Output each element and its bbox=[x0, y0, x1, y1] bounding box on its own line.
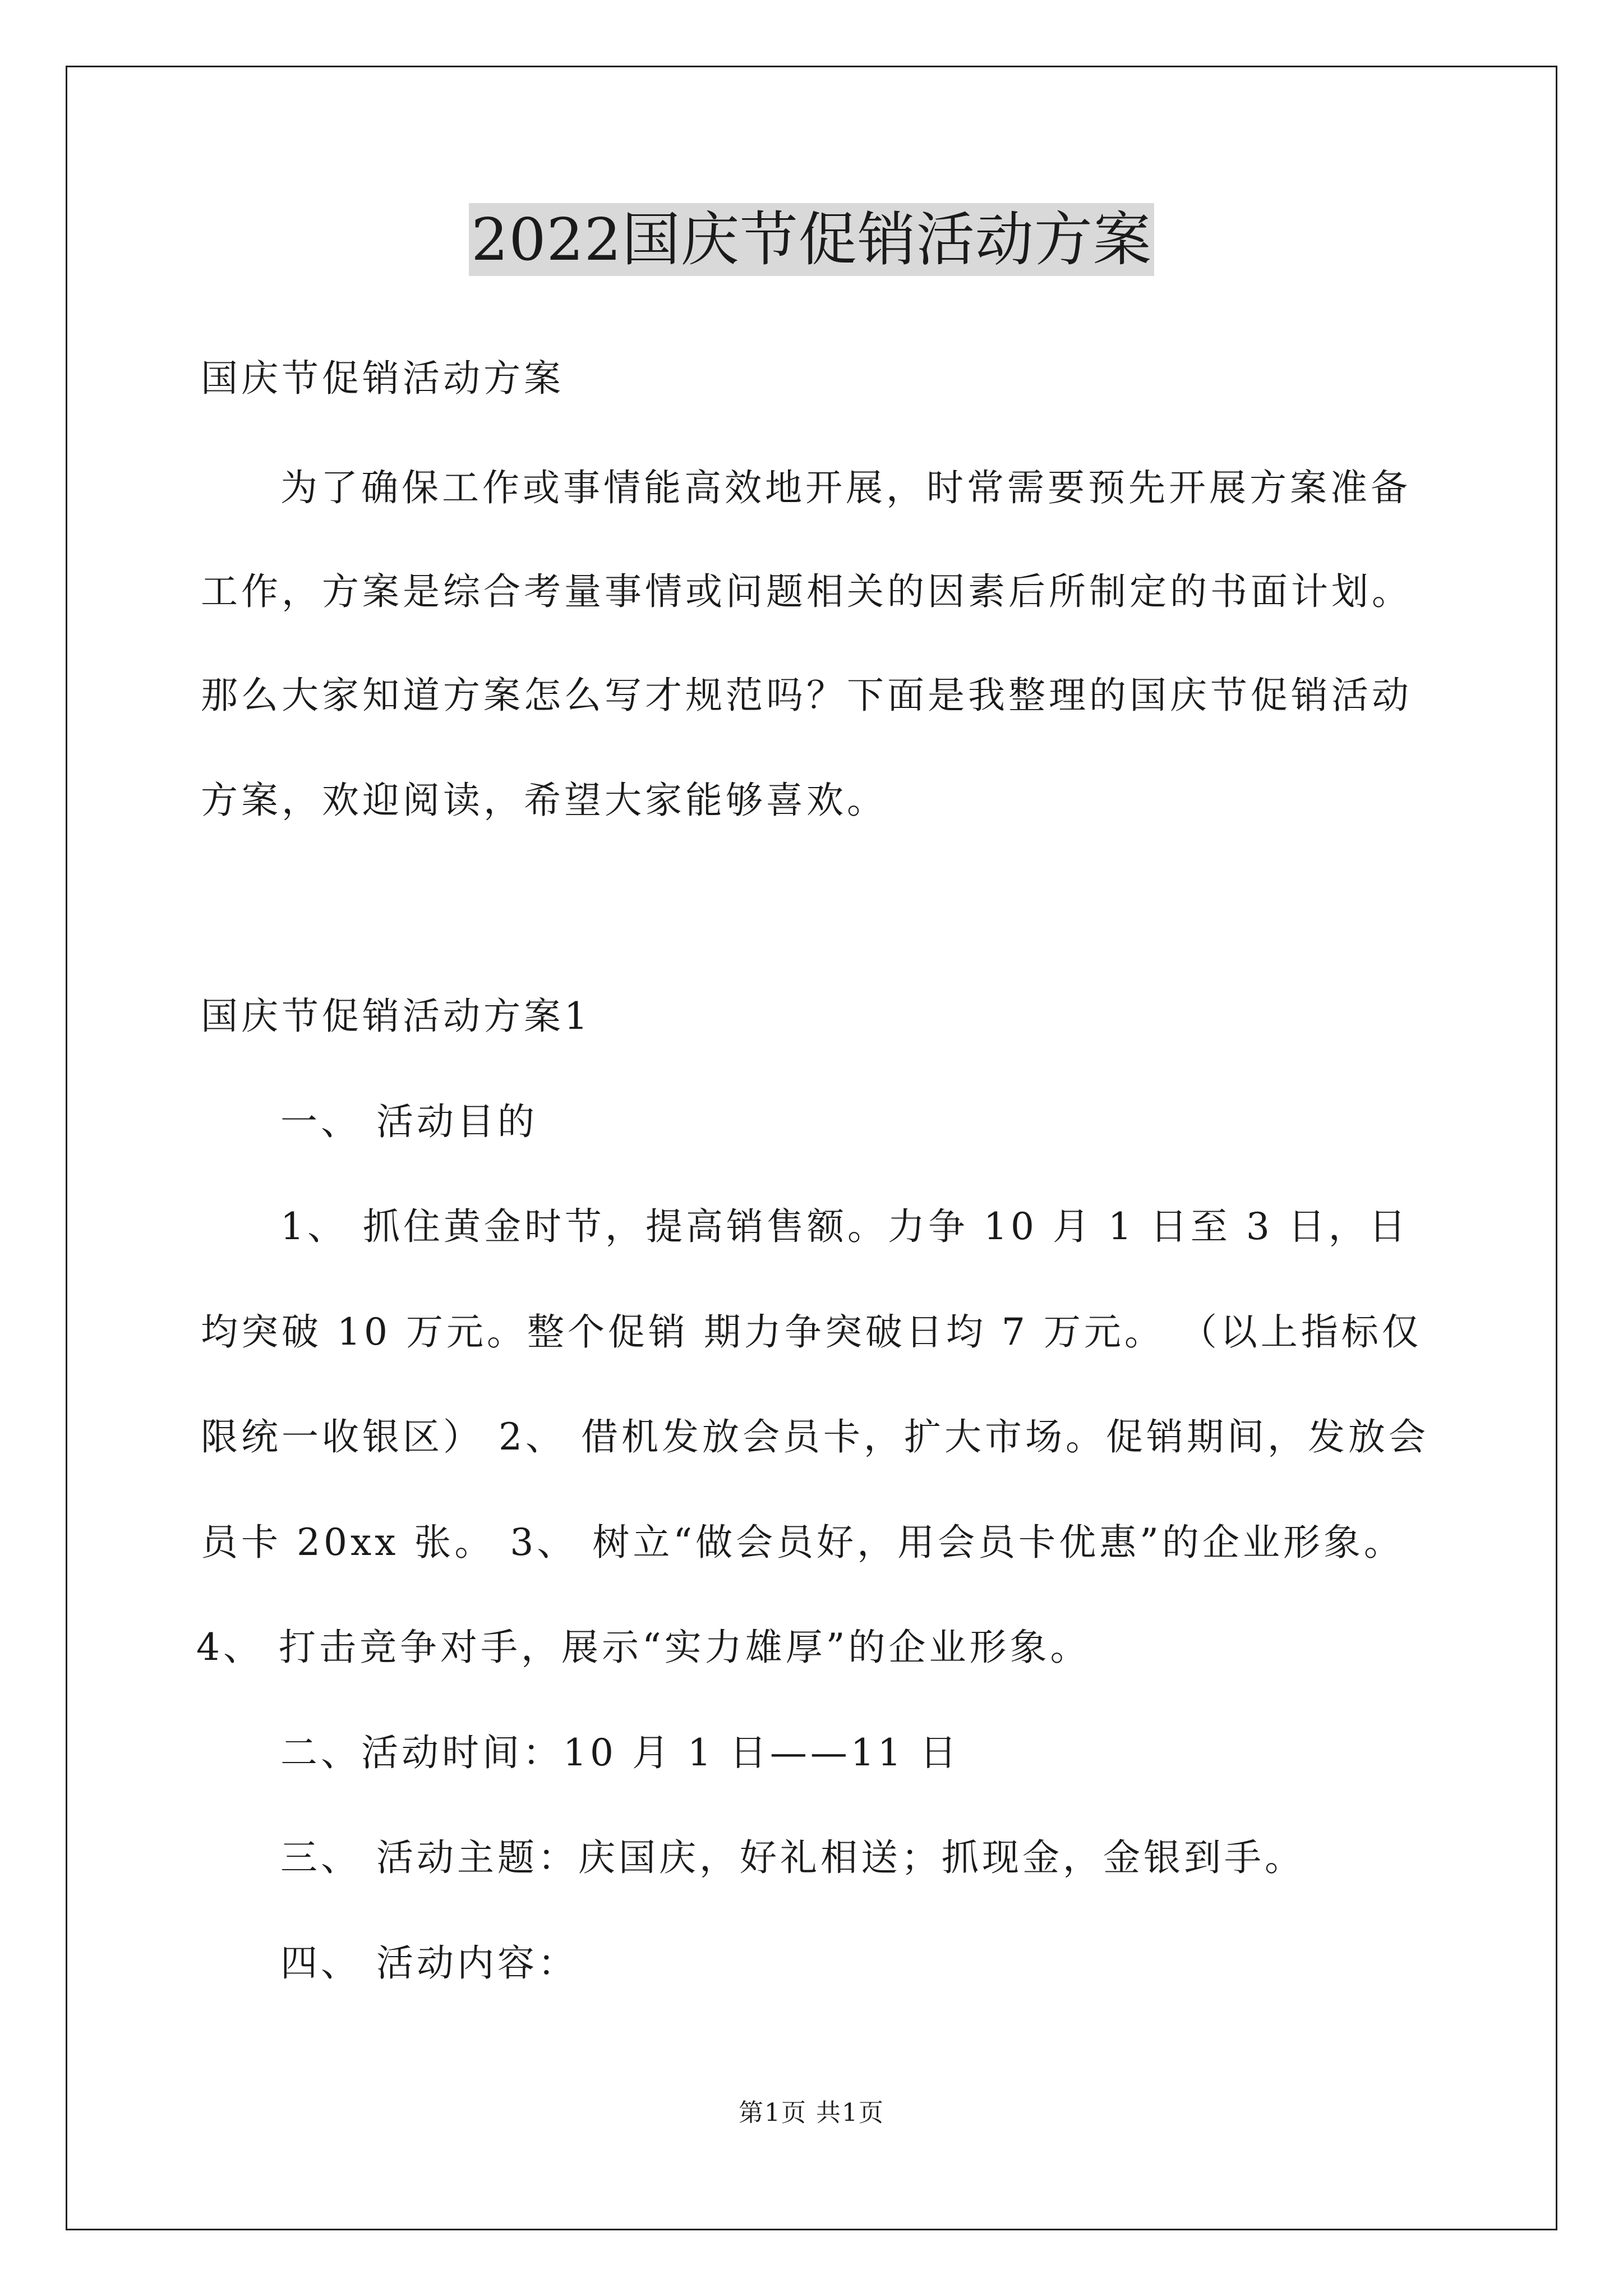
paragraph-line: 那么大家知道方案怎么写才规范吗？下面是我整理的国庆节促销活动 bbox=[201, 674, 1412, 717]
paragraph-line: 四、 活动内容： bbox=[280, 1941, 578, 1985]
paragraph-line: 三、 活动主题：庆国庆，好礼相送；抓现金，金银到手。 bbox=[280, 1836, 1305, 1879]
document-title: 2022国庆节促销活动方案 bbox=[469, 203, 1154, 276]
paragraph-line: 均突破 10 万元。整个促销 期力争突破日均 7 万元。 （以上指标仅 bbox=[201, 1310, 1422, 1354]
title-container bbox=[0, 203, 1623, 276]
paragraph-line: 员卡 20xx 张。 3、 树立“做会员好，用会员卡优惠”的企业形象。 bbox=[201, 1521, 1404, 1564]
paragraph-line: 为了确保工作或事情能高效地开展，时常需要预先开展方案准备 bbox=[280, 466, 1411, 509]
paragraph-line: 工作，方案是综合考量事情或问题相关的因素后所制定的书面计划。 bbox=[201, 570, 1412, 613]
paragraph-line: 4、 打击竞争对手，展示“实力雄厚”的企业形象。 bbox=[196, 1626, 1091, 1669]
paragraph-line: 方案，欢迎阅读，希望大家能够喜欢。 bbox=[201, 779, 887, 822]
paragraph-line: 二、活动时间：10 月 1 日——11 日 bbox=[280, 1731, 960, 1774]
section-heading: 国庆节促销活动方案1 bbox=[201, 995, 591, 1038]
page-footer: 第1页 共1页 bbox=[739, 2099, 884, 2127]
paragraph-line: 1、 抓住黄金时节，提高销售额。力争 10 月 1 日至 3 日，日 bbox=[280, 1205, 1409, 1248]
subtitle-line: 国庆节促销活动方案 bbox=[201, 357, 564, 400]
paragraph-line: 限统一收银区） 2、 借机发放会员卡，扩大市场。促销期间，发放会 bbox=[201, 1415, 1429, 1458]
subsection-heading: 一、 活动目的 bbox=[280, 1100, 538, 1143]
